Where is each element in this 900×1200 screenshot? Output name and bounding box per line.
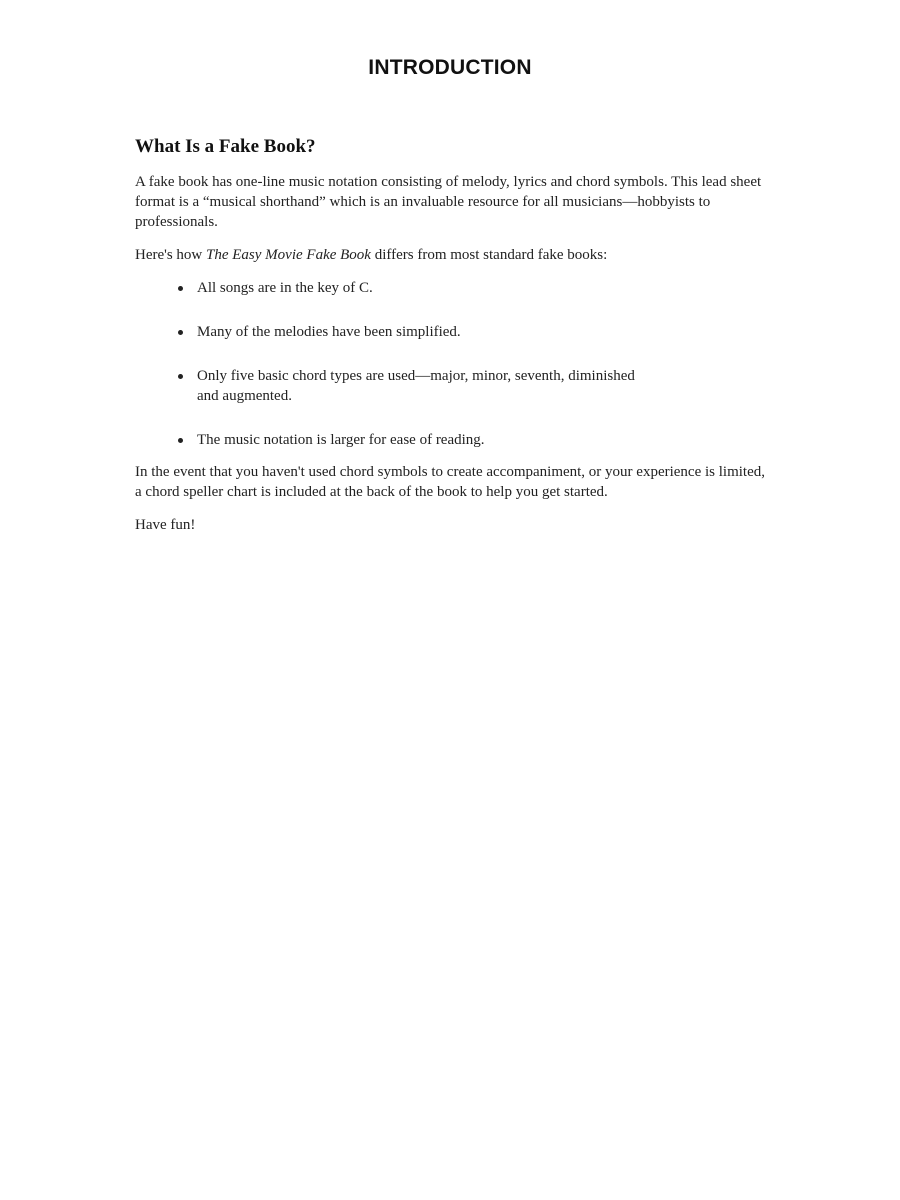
bullet-icon <box>178 374 183 379</box>
book-title: The Easy Movie Fake Book <box>206 247 371 263</box>
feature-list <box>135 278 775 450</box>
list-item-text: All songs are in the key of C. <box>197 280 373 296</box>
sign-off: Have fun! <box>135 517 196 533</box>
bullet-icon <box>178 438 183 443</box>
list-item <box>178 322 775 342</box>
list-item <box>178 278 775 298</box>
page-title: INTRODUCTION <box>368 56 532 79</box>
closing-paragraph: In the event that you haven't used chord symbols to create accompaniment, or your experience is limited, a chord speller chart is included at the back of the book to help you get started. <box>135 464 765 500</box>
list-item <box>178 366 647 406</box>
list-item-text: Only five basic chord types are used—major, minor, seventh, diminished and augmented. <box>197 368 635 404</box>
differs-suffix: differs from most standard fake books: <box>370 247 608 263</box>
differs-prefix: Here's how <box>135 247 207 263</box>
list-item-text: The music notation is larger for ease of reading. <box>197 432 485 448</box>
differs-paragraph <box>135 245 775 265</box>
content-area <box>135 136 775 548</box>
intro-paragraph: A fake book has one-line music notation consisting of melody, lyrics and chord symbols. This lead sheet format is a “musical shorthand” which is an invaluable resource for all musicians—hobbyists to professionals. <box>135 174 762 230</box>
bullet-icon <box>178 330 183 335</box>
section-heading: What Is a Fake Book? <box>135 136 316 157</box>
bullet-icon <box>178 286 183 291</box>
list-item <box>178 430 775 450</box>
list-item-text: Many of the melodies have been simplified. <box>197 324 461 340</box>
